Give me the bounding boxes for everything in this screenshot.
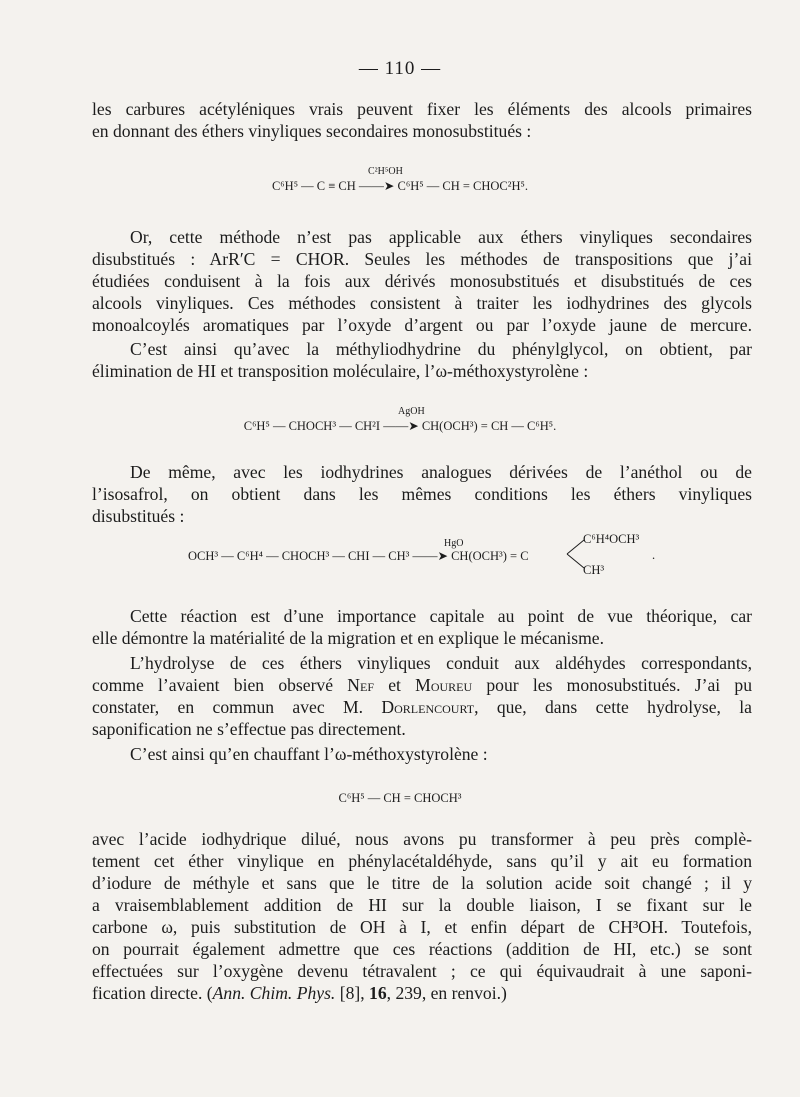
text-line: Or, cette méthode n’est pas applicable aux éthers vinyliques secondaires: [130, 227, 752, 247]
text-span: fication directe. (: [92, 983, 213, 1003]
journal-reference: Ann. Chim. Phys.: [212, 983, 336, 1003]
page-number: — 110 —: [358, 58, 442, 79]
text-line: d’iodure de méthyle et sans que le titre de la solution acide soit changé ; il y: [92, 873, 752, 893]
text-line: C’est ainsi qu’en chauffant l’ω-méthoxystyrolène :: [130, 744, 488, 764]
text-span: et: [374, 675, 416, 695]
text-line: elle démontre la matérialité de la migration et en explique le mécanisme.: [92, 628, 604, 648]
text-line: effectuées sur l’oxygène devenu tétravalent ; ce qui équivaudrait à une saponi-: [92, 961, 752, 981]
text-line: tement cet éther vinylique en phénylacétaldéhyde, sans qu’il y ait eu formation: [92, 851, 752, 871]
paragraph-8: [92, 828, 752, 1004]
text-line: L’hydrolyse de ces éthers vinyliques conduit aux aldéhydes correspondants,: [130, 653, 752, 673]
text-line: monoalcoylés aromatiques par l’oxyde d’argent ou par l’oxyde jaune de mercure.: [92, 315, 752, 335]
reagent-label: C²H⁵OH: [368, 166, 403, 177]
author-name: Moureu: [415, 675, 473, 695]
text-line: C’est ainsi qu’avec la méthyliodhydrine du phénylglycol, on obtient, par: [130, 339, 752, 359]
text-line: [92, 982, 752, 1004]
text-span: [8],: [335, 983, 370, 1003]
text-line: avec l’acide iodhydrique dilué, nous avons pu transformer à peu près complè-: [92, 829, 752, 849]
paragraph-1: [92, 98, 752, 142]
text-line: saponification ne s’effectue pas directement.: [92, 719, 406, 739]
text-line: étudiées conduisent à la fois aux dérivés monosubstitués et disubstitués de ces: [92, 271, 752, 291]
paragraph-4: [92, 461, 752, 527]
text-span: pour les monosubstitués. J’ai pu: [472, 675, 752, 695]
branch-top-group: C⁶H⁴OCH³: [583, 532, 640, 546]
text-line: a vraisemblablement addition de HI sur la double liaison, I se fixant sur le: [92, 895, 752, 915]
paragraph-7: [92, 743, 752, 765]
text-span: , 239, en renvoi.): [386, 983, 507, 1003]
text-span: , que, dans cette hydrolyse, la: [474, 697, 752, 717]
text-line: carbone ω, puis substitution de OH à I, et enfin départ de CH³OH. Toutefois,: [92, 917, 752, 937]
paragraph-2: [92, 226, 752, 336]
text-line: alcools vinyliques. Ces méthodes consistent à traiter les iodhydrines des glycols: [92, 293, 752, 313]
text-line: [92, 696, 752, 718]
text-line: De même, avec les iodhydrines analogues dérivées de l’anéthol ou de: [130, 462, 752, 482]
text-line: on pourrait également admettre que ces réactions (addition de HI, etc.) se sont: [92, 939, 752, 959]
text-line: les carbures acétyléniques vrais peuvent fixer les éléments des alcools primaires: [92, 99, 752, 119]
text-line: disubstitués :: [92, 506, 185, 526]
reagent-label: HgO: [444, 538, 464, 549]
author-name: Nef: [347, 675, 374, 695]
text-line: disubstitués : ArR′C = CHOR. Seules les méthodes de transpositions que j’ai: [92, 249, 752, 269]
author-name: Dorlencourt: [381, 697, 475, 717]
reagent-label: AgOH: [398, 406, 425, 417]
paragraph-6: [92, 652, 752, 740]
equation-4: C⁶H⁵ — CH = CHOCH³: [338, 791, 462, 805]
branch-bottom-group: CH³: [583, 563, 605, 577]
text-span: comme l’avaient bien observé: [92, 675, 348, 695]
text-span: constater, en commun avec M.: [92, 697, 382, 717]
paragraph-5: [92, 605, 752, 649]
equation-1: C⁶H⁵ — C ≡ CH ——➤ C⁶H⁵ — CH = CHOC²H⁵.: [271, 179, 529, 193]
text-line: Cette réaction est d’une importance capitale au point de vue théorique, car: [130, 606, 752, 626]
paragraph-3: [92, 338, 752, 382]
equation-2: C⁶H⁵ — CHOCH³ — CH²I ——➤ CH(OCH³) = CH — C⁶H⁵.: [243, 419, 557, 433]
text-line: en donnant des éthers vinyliques secondaires monosubstitués :: [92, 121, 532, 141]
equation-3-end: .: [652, 548, 656, 562]
text-line: [92, 674, 752, 696]
text-line: l’isosafrol, on obtient dans les mêmes conditions les éthers vinyliques: [92, 484, 752, 504]
volume-number: 16: [369, 983, 387, 1003]
equation-3: OCH³ — C⁶H⁴ — CHOCH³ — CHI — CH³ ——➤ CH(OCH³) = C: [188, 549, 529, 563]
text-line: élimination de HI et transposition moléculaire, l’ω-méthoxystyrolène :: [92, 361, 589, 381]
